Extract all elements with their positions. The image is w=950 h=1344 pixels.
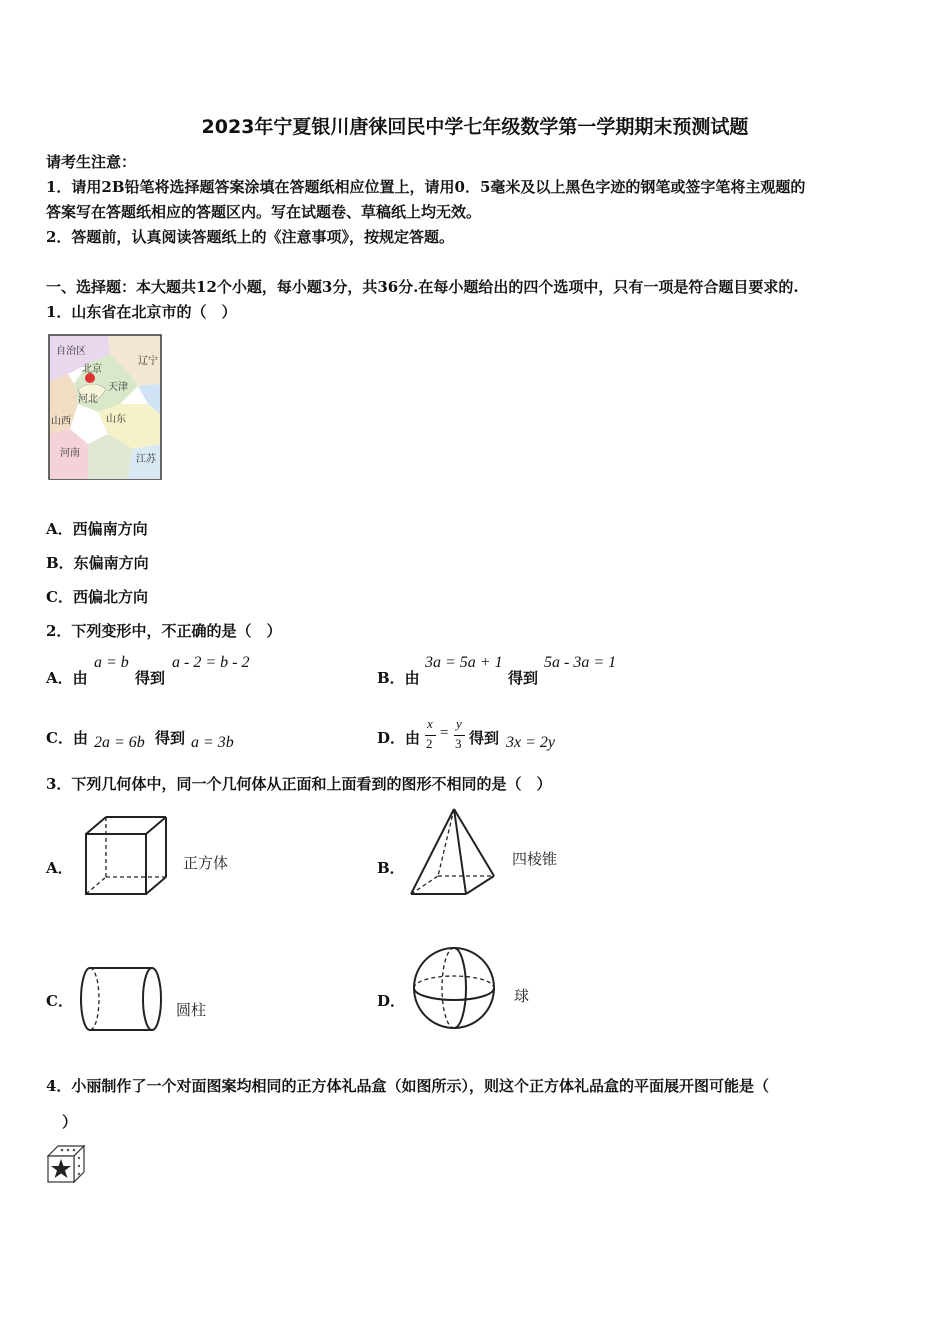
q2-stem: 2．下列变形中，不正确的是（ ） (46, 622, 282, 640)
notice-line-2: 答案写在答题纸相应的答题区内。写在试题卷、草稿纸上均无效。 (46, 203, 482, 221)
q1-option-c: C．西偏北方向 (46, 588, 148, 606)
q3-option-c-letter: C． (46, 992, 73, 1010)
q2-c-math-2: a = 3b (191, 734, 234, 751)
q3-option-b-letter: B． (377, 859, 405, 877)
notice-heading: 请考生注意： (46, 153, 137, 171)
equals-sign: = (440, 725, 449, 741)
q2-c-math-1: 2a = 6b (94, 734, 145, 751)
map-label-hebei: 河北 (78, 394, 98, 405)
map-label-zizhiqu: 自治区 (56, 346, 86, 357)
map-label-jiangsu: 江苏 (136, 454, 156, 465)
fraction-denominator-3: 3 (455, 736, 462, 751)
q3-option-c-name: 圆柱 (176, 1001, 207, 1019)
map-label-henan: 河南 (60, 448, 80, 459)
sphere-figure (410, 944, 498, 1032)
q2-a-math-2: a - 2 = b - 2 (172, 654, 250, 671)
q4-stem-end: ） (62, 1113, 78, 1131)
q2-d-mid: 得到 (469, 729, 500, 747)
page-title: 2023年宁夏银川唐徕回民中学七年级数学第一学期期末预测试题 (201, 116, 749, 138)
q2-b-math-1: 3a = 5a + 1 (425, 654, 503, 671)
pyramid-figure (408, 806, 498, 898)
notice-line-3: 2．答题前，认真阅读答题纸上的《注意事项》，按规定答题。 (46, 228, 454, 246)
q2-b-mid: 得到 (508, 669, 539, 687)
q3-option-d-name: 球 (514, 987, 530, 1005)
map-label-shanxi: 山西 (51, 416, 71, 427)
q2-a-math-1: a = b (94, 654, 129, 671)
notice-line-1: 1．请用2B铅笔将选择题答案涂填在答题纸相应位置上，请用0．5毫米及以上黑色字迹的钢笔或签字笔将主观题的 (46, 178, 806, 196)
cylinder-figure (78, 964, 164, 1034)
q2-d-math-2: 3x = 2y (506, 734, 555, 751)
q2-c-mid: 得到 (155, 729, 186, 747)
map-label-liaoning: 辽宁 (138, 356, 158, 367)
q2-c-prefix: C．由 (46, 729, 88, 747)
fraction-denominator-2: 2 (426, 736, 433, 751)
q1-option-a: A．西偏南方向 (46, 520, 148, 538)
cube-figure (82, 814, 168, 896)
q2-d-prefix: D．由 (377, 729, 421, 747)
fraction-numerator-y: y (456, 716, 462, 731)
q3-stem: 3．下列几何体中，同一个几何体从正面和上面看到的图形不相同的是（ ） (46, 775, 552, 793)
q3-option-a-letter: A． (46, 859, 73, 877)
q3-option-a-name: 正方体 (183, 854, 229, 872)
q2-b-prefix: B．由 (377, 669, 420, 687)
gift-box-figure (46, 1144, 86, 1184)
q2-a-prefix: A．由 (46, 669, 88, 687)
q2-a-mid: 得到 (135, 669, 166, 687)
map-label-tianjin: 天津 (108, 382, 128, 393)
map-label-shandong: 山东 (106, 414, 126, 425)
q1-stem: 1．山东省在北京市的（ ） (46, 303, 237, 321)
fraction-numerator-x: x (427, 716, 433, 731)
q1-map-figure (48, 334, 162, 480)
q3-option-d-letter: D． (377, 992, 406, 1010)
q3-option-b-name: 四棱锥 (512, 850, 558, 868)
q1-option-b: B．东偏南方向 (46, 554, 149, 572)
section-heading: 一、选择题：本大题共12个小题，每小题3分，共36分.在每小题给出的四个选项中，只有一项是符合题目要求的. (46, 278, 799, 296)
q2-d-fraction-equation (425, 716, 469, 756)
map-label-beijing: 北京 (82, 364, 102, 375)
q2-b-math-2: 5a - 3a = 1 (544, 654, 617, 671)
q4-stem: 4．小丽制作了一个对面图案均相同的正方体礼品盒（如图所示），则这个正方体礼品盒的平面展开图可能是（ (46, 1077, 769, 1095)
